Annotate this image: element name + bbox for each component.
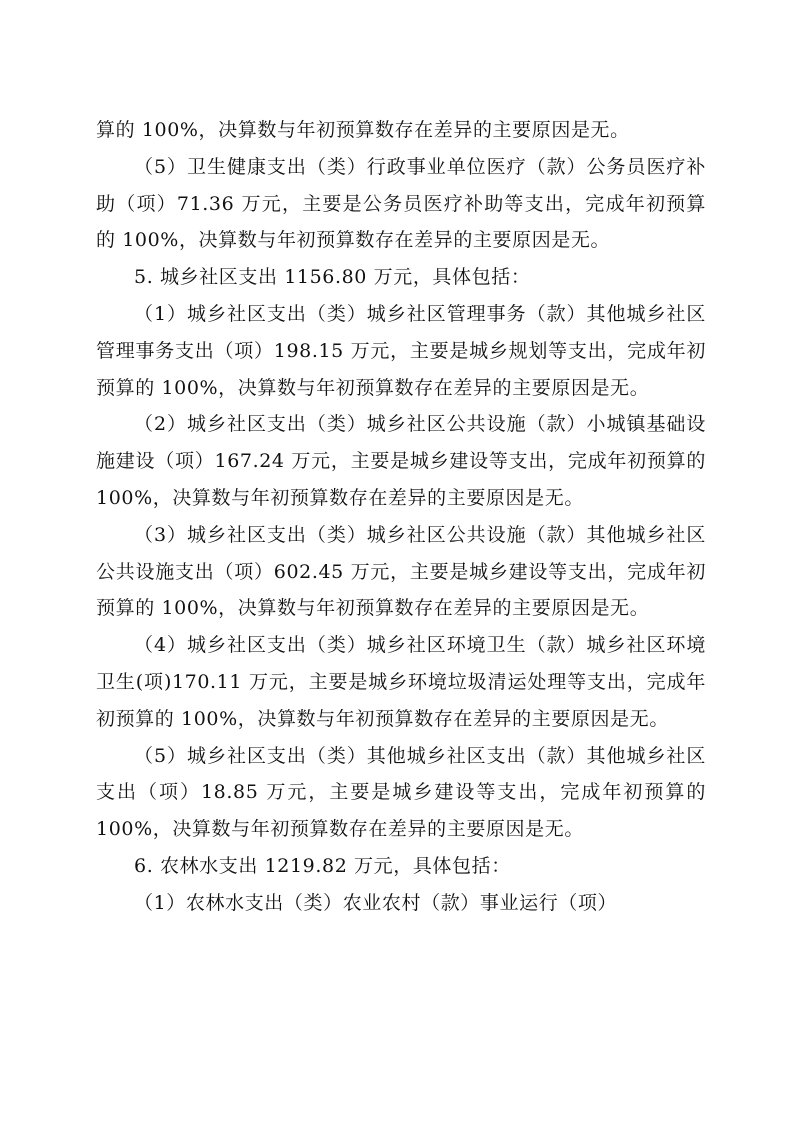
paragraph-health-item-5: （5）卫生健康支出（类）行政事业单位医疗（款）公务员医疗补助（项）71.36 万元，主要是公务员医疗补助等支出，完成年初预算的 100%，决算数与年初预算数存在差异的主要原因是无。	[96, 155, 706, 252]
paragraph-urban-rural-item-3: （3）城乡社区支出（类）城乡社区公共设施（款）其他城乡社区公共设施支出（项）602.45 万元，主要是城乡建设等支出，完成年初预算的 100%，决算数与年初预算数存在差异的主要原因是无。	[96, 523, 706, 620]
paragraph-urban-rural-item-2: （2）城乡社区支出（类）城乡社区公共设施（款）小城镇基础设施建设（项）167.24 万元，主要是城乡建设等支出，完成年初预算的 100%，决算数与年初预算数存在差异的主要原因是无。	[96, 413, 706, 509]
paragraph-urban-rural-item-4: （4）城乡社区支出（类）城乡社区环境卫生（款）城乡社区环境卫生(项)170.11 万元，主要是城乡环境垃圾清运处理等支出，完成年初预算的 100%，决算数与年初预算数存在差异的主要原因是无。	[96, 634, 706, 730]
paragraph-continuation: 算的 100%，决算数与年初预算数存在差异的主要原因是无。	[96, 119, 630, 141]
document-body	[96, 112, 706, 922]
paragraph-agriculture-heading: 6. 农林水支出 1219.82 万元，具体包括：	[134, 854, 511, 877]
paragraph-urban-rural-heading: 5. 城乡社区支出 1156.80 万元，具体包括：	[134, 266, 531, 289]
paragraph-urban-rural-item-1: （1）城乡社区支出（类）城乡社区管理事务（款）其他城乡社区管理事务支出（项）198.15 万元，主要是城乡规划等支出，完成年初预算的 100%，决算数与年初预算数存在差异的主要原因是无。	[96, 302, 706, 399]
paragraph-agriculture-item-1: （1）农林水支出（类）农业农村（款）事业运行（项）	[134, 891, 618, 914]
paragraph-urban-rural-item-5: （5）城乡社区支出（类）其他城乡社区支出（款）其他城乡社区支出（项）18.85 万元，主要是城乡建设等支出，完成年初预算的 100%，决算数与年初预算数存在差异的主要原因是无。	[96, 744, 706, 841]
